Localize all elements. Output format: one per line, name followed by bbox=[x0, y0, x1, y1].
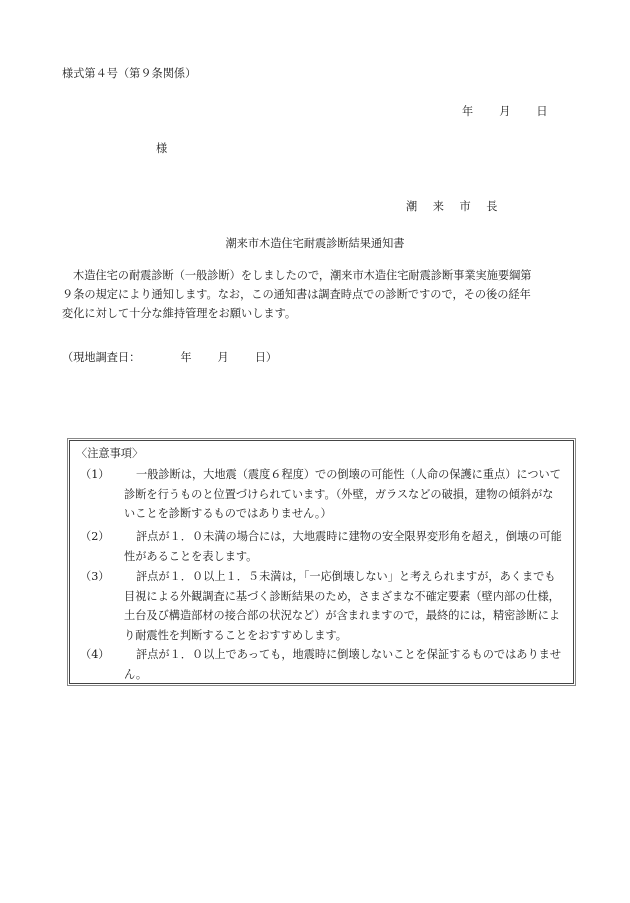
notes-heading: 〈注意事項〉 bbox=[76, 447, 144, 460]
notes-box bbox=[69, 440, 574, 684]
survey-day-label: 日） bbox=[254, 351, 278, 364]
issuer: 潮 来 市 長 bbox=[406, 200, 504, 213]
survey-month-label: 月 bbox=[217, 351, 229, 364]
note-number: （2） bbox=[80, 530, 110, 543]
addressee: 様 bbox=[156, 142, 168, 155]
document-title: 潮来市木造住宅耐震診断結果通知書 bbox=[225, 237, 405, 250]
note-text: 評点が１．０以上であっても，地震時に倒壊しないことを保証するものではありませ ん。 bbox=[124, 648, 562, 681]
survey-year-label: 年 bbox=[180, 351, 192, 364]
note-number: （3） bbox=[80, 570, 110, 583]
note-item bbox=[80, 567, 568, 647]
note-number: （4） bbox=[80, 648, 110, 661]
note-text: 評点が１．０未満の場合には，大地震時に建物の安全限界変形角を超え，倒壊の可能 性があることを表します。 bbox=[124, 530, 562, 563]
form-number: 様式第４号（第９条関係） bbox=[62, 67, 197, 80]
date-year-label: 年 bbox=[462, 105, 474, 118]
note-text: 評点が１．０以上１．５未満は，「一応倒壊しない」と考えられますが，あくまでも 目視による外観調査に基づく診断結果のため，さまざまな不確定要素（壁内部の仕様， 土台及び構造部材の接合部の状況など）が含まれますので，最終的には，精密診断によ り耐震性を判断することをおすすめします。 bbox=[124, 570, 561, 642]
body-paragraph bbox=[62, 266, 562, 323]
body-line-2: ９条の規定により通知します。なお，この通知書は調査時点での診断ですので，その後の経年 bbox=[62, 288, 531, 301]
body-paragraph-full bbox=[0, 0, 1, 1]
note-item bbox=[80, 465, 568, 525]
note-item bbox=[80, 527, 568, 567]
survey-date bbox=[62, 349, 277, 365]
body-line-1: 木造住宅の耐震診断（一般診断）をしましたので，潮来市木造住宅耐震診断事業実施要綱第 bbox=[73, 269, 532, 282]
date-day-label: 日 bbox=[536, 105, 548, 118]
issue-date bbox=[462, 103, 548, 119]
date-month-label: 月 bbox=[499, 105, 511, 118]
body-line-3: 変化に対して十分な維持管理をお願いします。 bbox=[62, 307, 297, 320]
survey-label: （現地調査日： bbox=[62, 351, 141, 364]
note-item bbox=[80, 645, 568, 685]
note-text: 一般診断は，大地震（震度６程度）での倒壊の可能性（人命の保護に重点）について 診断を行うものと位置づけられています。（外壁，ガラスなどの破損，建物の傾斜がな いことを診断するものではありません。） bbox=[124, 468, 561, 520]
note-number: （1） bbox=[80, 468, 110, 481]
